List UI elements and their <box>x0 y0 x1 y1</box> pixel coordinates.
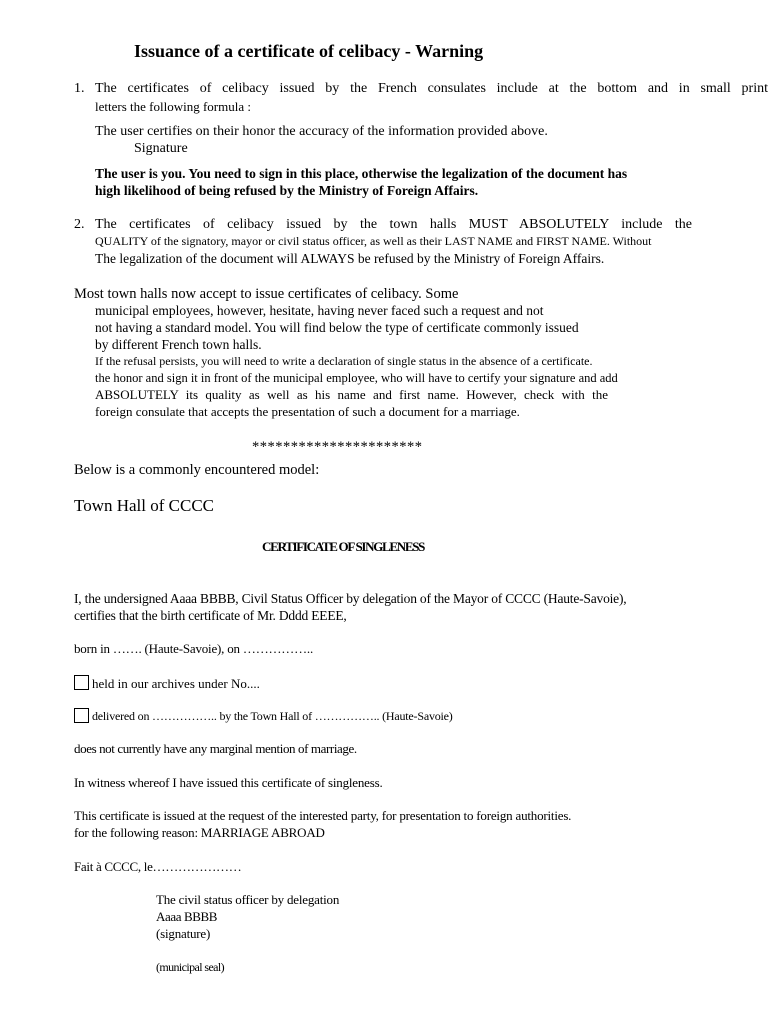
certificate-officer-name: Aaaa BBBB <box>156 909 218 924</box>
town-hall-heading: Town Hall of CCCC <box>74 496 215 515</box>
below-text: Below is a commonly encountered model: <box>74 462 320 478</box>
section-1-warning-line-2: high likelihood of being refused by the Ministry of Foreign Affairs. <box>95 183 479 198</box>
paragraph-line-2: municipal employees, however, hesitate, having never faced such a request and not <box>95 303 544 318</box>
delivered-checkbox-label: delivered on …………….. by the Town Hall of …………….. (Haute-Savoie) <box>92 709 453 723</box>
certificate-officer: The civil status officer by delegation <box>156 892 340 907</box>
certificate-title: CERTIFICATE OF SINGLENESS <box>262 539 425 554</box>
section-1-line-2: letters the following formula : <box>95 99 251 114</box>
section-1-line-1: The certificates of celibacy issued by the French consulates include at the bottom and in small print <box>95 81 768 96</box>
certificate-line-1: I, the undersigned Aaaa BBBB, Civil Status Officer by delegation of the Mayor of CCCC (Haute-Savoie), <box>74 591 627 606</box>
separator: ********************** <box>252 439 423 455</box>
archives-checkbox-label: held in our archives under No.... <box>92 676 260 691</box>
paragraph-line-1: Most town halls now accept to issue certificates of celibacy. Some <box>74 286 459 302</box>
certificate-born: born in ……. (Haute-Savoie), on …………….. <box>74 641 314 656</box>
archives-checkbox[interactable] <box>74 675 89 690</box>
section-1-number: 1. <box>74 81 85 96</box>
certificate-line-2: certifies that the birth certificate of Mr. Dddd EEEE, <box>74 608 347 623</box>
section-2-number: 2. <box>74 217 85 232</box>
paragraph-line-8: foreign consulate that accepts the presentation of such a document for a marriage. <box>95 404 520 419</box>
certificate-request-line-2: for the following reason: MARRIAGE ABROAD <box>74 825 325 840</box>
certificate-signature: (signature) <box>156 926 211 941</box>
section-2-line-3: The legalization of the document will ALWAYS be refused by the Ministry of Foreign Affairs. <box>95 251 605 266</box>
section-2-line-1: The certificates of celibacy issued by the town halls MUST ABSOLUTELY include the <box>95 217 692 232</box>
certificate-witness: In witness whereof I have issued this certificate of singleness. <box>74 775 383 790</box>
section-2-line-2: QUALITY of the signatory, mayor or civil status officer, as well as their LAST NAME and FIRST NAME. Without <box>95 234 652 248</box>
paragraph-line-3: not having a standard model. You will find below the type of certificate commonly issued <box>95 320 579 335</box>
delivered-checkbox[interactable] <box>74 708 89 723</box>
section-1-signature: Signature <box>134 141 188 156</box>
page-title: Issuance of a certificate of celibacy - Warning <box>134 41 484 61</box>
section-1-formula: The user certifies on their honor the accuracy of the information provided above. <box>95 124 548 139</box>
paragraph-line-5: If the refusal persists, you will need to write a declaration of single status in the absence of a certificate. <box>95 354 593 368</box>
paragraph-line-6: the honor and sign it in front of the municipal employee, who will have to certify your signature and add <box>95 371 618 385</box>
certificate-request-line-1: This certificate is issued at the request of the interested party, for presentation to foreign authorities. <box>74 808 572 823</box>
certificate-marginal: does not currently have any marginal mention of marriage. <box>74 741 357 756</box>
certificate-seal: (municipal seal) <box>156 960 225 974</box>
certificate-place-date: Fait à CCCC, le………………… <box>74 859 242 874</box>
paragraph-line-4: by different French town halls. <box>95 337 262 352</box>
paragraph-line-7: ABSOLUTELY its quality as well as his name and first name. However, check with the <box>95 387 608 402</box>
section-1-warning-line-1: The user is you. You need to sign in this place, otherwise the legalization of the document has <box>95 166 628 181</box>
